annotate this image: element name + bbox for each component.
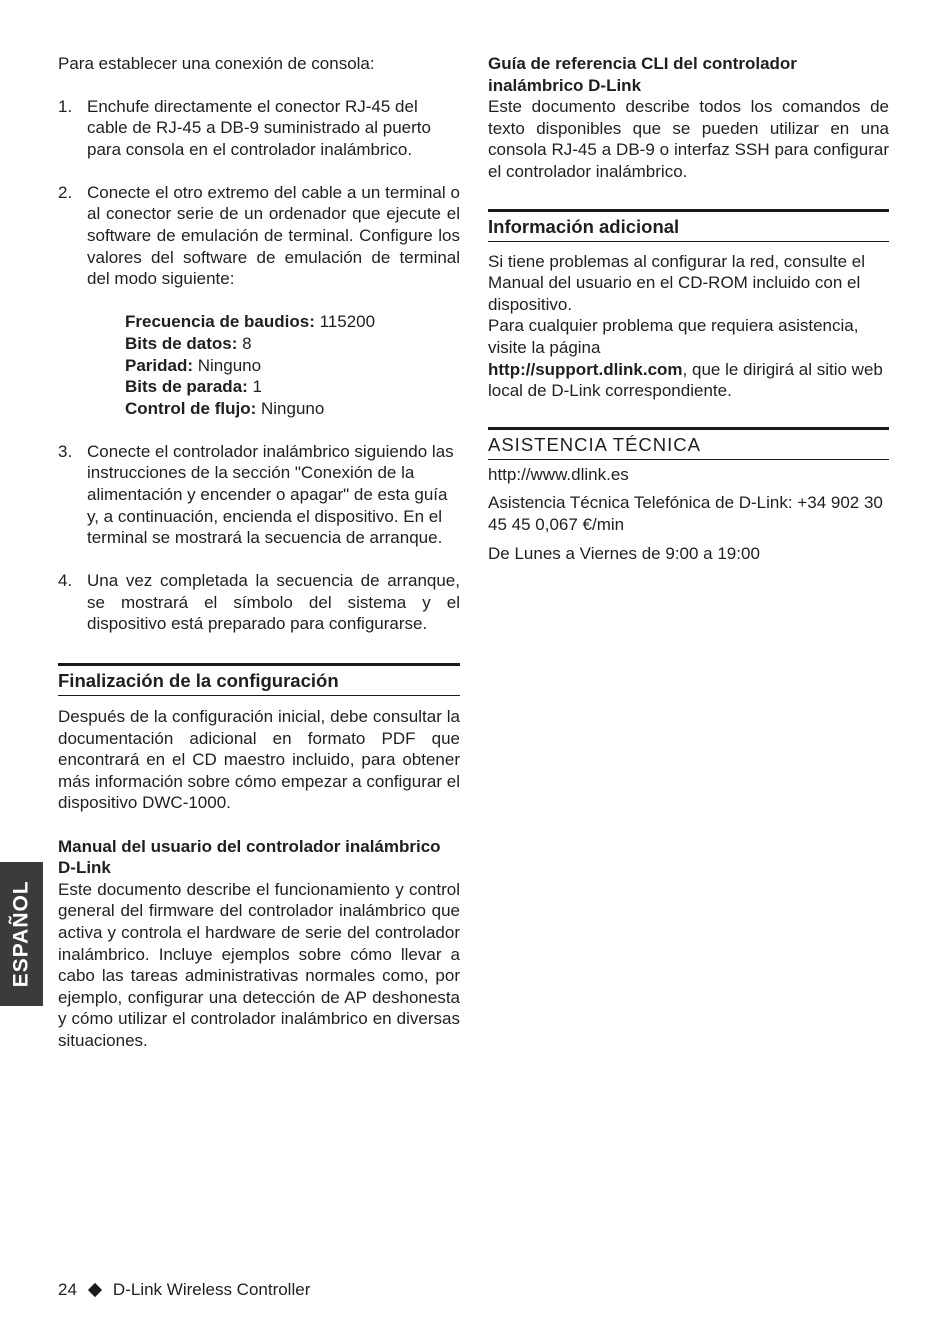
step-text: Conecte el controlador inalámbrico siguiendo las instrucciones de la sección "Conexión de la alimentación y encender o apagar" de esta guía y, a continuación, encienda el dispositivo. En el terminal se mostrará la secuencia de arranque. bbox=[87, 441, 454, 548]
setting-parity bbox=[125, 355, 460, 377]
support-hours: De Lunes a Viernes de 9:00 a 19:00 bbox=[488, 543, 760, 563]
info-support-tail: , que le dirigirá al sitio web local de D-Link correspondiente. bbox=[488, 359, 883, 401]
support-phone: Asistencia Técnica Telefónica de D-Link: +34 902 30 45 45 0,067 €/min bbox=[488, 493, 883, 534]
step-text: Una vez completada la secuencia de arranque, se mostrará el símbolo del sistema y el dispositivo está preparado para configurarse. bbox=[87, 571, 460, 634]
diamond-icon bbox=[88, 1283, 102, 1297]
step-text: Enchufe directamente el conector RJ-45 del cable de RJ-45 a DB-9 suministrado al puerto para consola en el controlador inalámbrico. bbox=[87, 96, 431, 159]
setting-value: Ninguno bbox=[193, 355, 262, 375]
list-item bbox=[58, 96, 460, 161]
terminal-settings bbox=[125, 311, 460, 419]
language-label: ESPAÑOL bbox=[9, 880, 33, 988]
setting-label: Bits de datos: bbox=[125, 333, 238, 353]
right-column bbox=[488, 53, 889, 564]
info-support-lead: Para cualquier problema que requiera asistencia, visite la página bbox=[488, 316, 859, 357]
cli-title: Guía de referencia CLI del controlador inalámbrico D-Link bbox=[488, 54, 797, 95]
support-section bbox=[488, 427, 889, 564]
manual-text: Este documento describe el funcionamiento y control general del firmware del controlador inalámbrico que activa y controla el hardware de serie del controlador inalámbrico. Incluye ejemplos sobre cómo llevar a cabo las tareas administrativas normales como, por ejemplo, configurar una detección de AP deshonesta y cómo utilizar el controlador inalámbrico en diversas situaciones. bbox=[58, 879, 460, 1050]
setting-value: 1 bbox=[247, 377, 262, 397]
info-text: Si tiene problemas al configurar la red, consulte el Manual del usuario en el CD-ROM incluido con el dispositivo. bbox=[488, 251, 866, 314]
manual-title: Manual del usuario del controlador inalámbrico D-Link bbox=[58, 836, 441, 878]
footer-title: D-Link Wireless Controller bbox=[112, 1280, 311, 1299]
list-item bbox=[58, 570, 460, 635]
list-item bbox=[58, 441, 460, 549]
setting-baud bbox=[125, 311, 460, 333]
section-heading: Finalización de la configuración bbox=[58, 663, 460, 696]
language-side-tab bbox=[0, 862, 43, 1006]
setting-data-bits bbox=[125, 333, 460, 355]
info-section bbox=[488, 209, 889, 402]
info-support-text bbox=[488, 315, 889, 401]
step-text: Conecte el otro extremo del cable a un terminal o al conector serie de un ordenador que ejecute el software de emulación de terminal. Configure los valores del software de emulación de terminal del modo siguiente: bbox=[87, 182, 460, 289]
step-number: 2. bbox=[58, 182, 73, 202]
left-column bbox=[58, 53, 460, 1051]
support-link[interactable]: http://support.dlink.com bbox=[488, 359, 683, 379]
setting-label: Frecuencia de baudios: bbox=[125, 312, 315, 332]
setting-stop-bits bbox=[125, 376, 460, 398]
setting-label: Control de flujo: bbox=[125, 398, 257, 418]
setting-label: Paridad: bbox=[125, 355, 194, 375]
setting-flow-control bbox=[125, 398, 460, 420]
step-number: 1. bbox=[58, 96, 73, 116]
page-footer bbox=[58, 1279, 310, 1301]
cli-section bbox=[488, 53, 889, 183]
step-body bbox=[87, 182, 460, 419]
support-website[interactable]: http://www.dlink.es bbox=[488, 464, 629, 484]
setting-value: 8 bbox=[237, 333, 252, 353]
cli-text: Este documento describe todos los comandos de texto disponibles que se pueden utilizar en una consola RJ-45 a DB-9 o interfaz SSH para configurar el controlador inalámbrico. bbox=[488, 97, 889, 181]
setting-value: Ninguno bbox=[256, 398, 325, 418]
finalizacion-text: Después de la configuración inicial, debe consultar la documentación adicional en formato PDF que encontrará en el CD maestro incluido, para obtener más información sobre cómo empezar a configurar el dispositivo DWC-1000. bbox=[58, 707, 460, 813]
list-item bbox=[58, 182, 460, 419]
setting-value: 115200 bbox=[314, 312, 376, 332]
setting-label: Bits de parada: bbox=[125, 377, 248, 397]
step-number: 3. bbox=[58, 441, 73, 461]
console-steps-list bbox=[58, 96, 460, 635]
intro-text: Para establecer una conexión de consola: bbox=[58, 54, 375, 73]
section-heading: Información adicional bbox=[488, 209, 889, 242]
finalizacion-section bbox=[58, 663, 460, 814]
step-number: 4. bbox=[58, 571, 73, 591]
section-heading: ASISTENCIA TÉCNICA bbox=[488, 427, 889, 460]
manual-section bbox=[58, 836, 460, 1052]
page-number: 24 bbox=[58, 1280, 77, 1299]
